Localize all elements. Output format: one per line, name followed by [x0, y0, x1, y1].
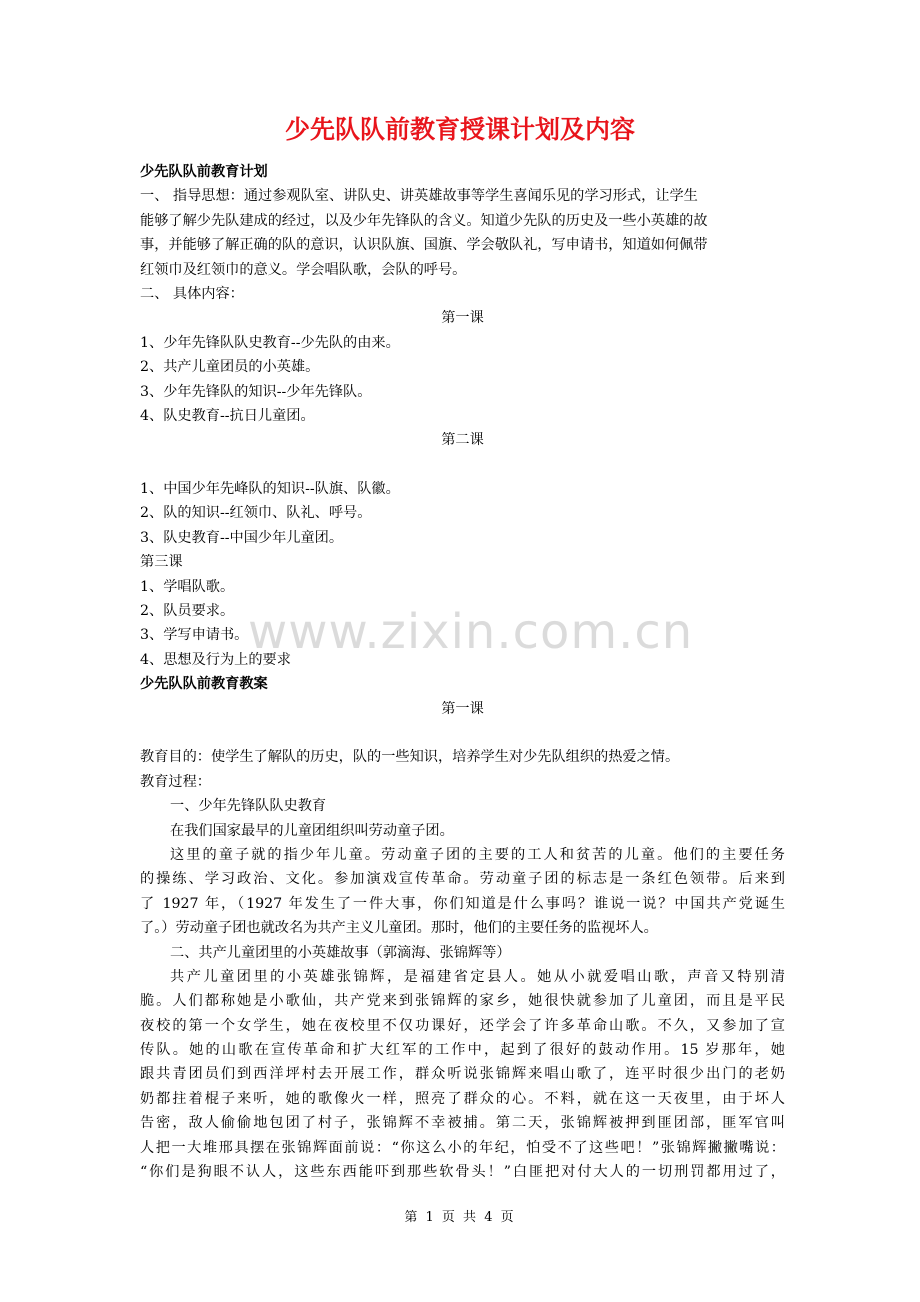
- education-process: 教育过程：: [140, 773, 211, 790]
- lesson1-item: 2、共产儿童团员的小英雄。: [140, 359, 320, 376]
- paragraph-line: 了。）劳动童子团也就改名为共产主义儿童团。那时，他们的主要任务的监视坏人。: [140, 920, 658, 937]
- guide-line-3: 事，并能够了解正确的队的意识，认识队旗、国旗、学会敬队礼，写申请书，知道如何佩带: [140, 237, 708, 254]
- lesson2-item: 2、队的知识--红领巾、队礼、呼号。: [140, 505, 372, 522]
- section1-paragraph1: 在我们国家最早的儿童团组织叫劳动童子团。: [170, 822, 454, 839]
- guide-line-1: 一、 指导思想：通过参观队室、讲队史、讲英雄故事等学生喜闻乐见的学习形式，让学生: [140, 188, 698, 205]
- plan2-heading: 少先队队前教育教案: [140, 676, 268, 693]
- blank-line: [140, 453, 785, 477]
- lesson1-item: 4、队史教育--抗日儿童团。: [140, 407, 315, 424]
- paragraph-line: 了 1927 年，（1927 年发生了一件大事，你们知道是什么事吗？谁说一说？中国共产党诞生: [140, 895, 785, 912]
- paragraph-line: 跟共青团员们到西洋坪村去开展工作，群众听说张锦辉来唱山歌了，连平时很少出门的老奶: [140, 1066, 785, 1083]
- paragraph-line: 夜校的第一个女学生，她在夜校里不仅功课好，还学会了许多革命山歌。不久，又参加了宣: [140, 1017, 785, 1034]
- watermark: www.zixin.com.cn: [248, 604, 694, 660]
- lesson3-item: 4、思想及行为上的要求: [140, 651, 291, 668]
- lesson3-item: 1、学唱队歌。: [140, 578, 235, 595]
- section2-paragraph1: [140, 965, 785, 1185]
- lesson1-item: 3、少年先锋队的知识--少年先锋队。: [140, 383, 372, 400]
- paragraph-line: 共产儿童团里的小英雄张锦辉，是福建省定县人。她从小就爱唱山歌，声音又特别清: [170, 968, 785, 985]
- lesson-plan-title: 第一课: [441, 700, 484, 717]
- paragraph-line: “你们是狗眼不认人，这些东西能吓到那些软骨头！”白匪把对付大人的一切刑罚都用过了，: [140, 1164, 785, 1181]
- blank-line: [140, 721, 785, 745]
- document-body: [140, 160, 785, 1184]
- paragraph-line: 的操练、学习政治、文化。参加演戏宣传革命。劳动童子团的标志是一条红色领带。后来到: [140, 871, 785, 888]
- lesson2-item: 1、中国少年先峰队的知识--队旗、队徽。: [140, 481, 400, 498]
- lesson3-item: 2、队员要求。: [140, 603, 235, 620]
- education-goal: 教育目的：使学生了解队的历史，队的一些知识，培养学生对少先队组织的热爱之情。: [140, 749, 680, 766]
- guide-line-2: 能够了解少先队建成的经过，以及少年先锋队的含义。知道少先队的历史及一些小英雄的故: [140, 212, 708, 229]
- lesson2-item: 3、队史教育--中国少年儿童团。: [140, 529, 344, 546]
- section1-heading: 一、少年先锋队队史教育: [170, 798, 327, 815]
- lesson3-item: 3、学写申请书。: [140, 627, 249, 644]
- guide-line-4: 红领巾及红领巾的意义。学会唱队歌，会队的呼号。: [140, 261, 467, 278]
- paragraph-line: 人把一大堆邢具摆在张锦辉面前说：“你这么小的年纪，怕受不了这些吧！”张锦辉撇撇嘴说：: [140, 1139, 785, 1156]
- paragraph-line: 告密，敌人偷偷地包团了村子，张锦辉不幸被捕。第二天，张锦辉被押到匪团部，匪军官叫: [140, 1115, 785, 1132]
- paragraph-line: 传队。她的山歌在宣传革命和扩大红军的工作中，起到了很好的鼓动作用。15 岁那年，她: [140, 1042, 785, 1059]
- lesson2-title: 第二课: [441, 432, 484, 449]
- content-heading: 二、 具体内容：: [140, 285, 244, 302]
- lesson3-title: 第三课: [140, 554, 183, 571]
- lesson1-item: 1、少年先锋队队史教育--少先队的由来。: [140, 334, 400, 351]
- page-footer: 第 1 页 共 4 页: [404, 1210, 516, 1225]
- paragraph-line: 这里的童子就的指少年儿童。劳动童子团的主要的工人和贫苦的儿童。他们的主要任务: [170, 846, 785, 863]
- section2-heading: 二、共产儿童团里的小英雄故事（郭滴海、张锦辉等）: [170, 944, 511, 961]
- paragraph-line: 奶都拄着棍子来听，她的歌像火一样，照亮了群众的心。不料，就在这一天夜里，由于坏人: [140, 1090, 785, 1107]
- paragraph-line: 脆。人们都称她是小歌仙，共产党来到张锦辉的家乡，她很快就参加了儿童团，而且是平民: [140, 993, 785, 1010]
- lesson1-title: 第一课: [441, 310, 484, 327]
- document-title: 少先队队前教育授课计划及内容: [284, 115, 635, 144]
- plan-heading: 少先队队前教育计划: [140, 164, 268, 180]
- section1-paragraph2: [140, 843, 785, 941]
